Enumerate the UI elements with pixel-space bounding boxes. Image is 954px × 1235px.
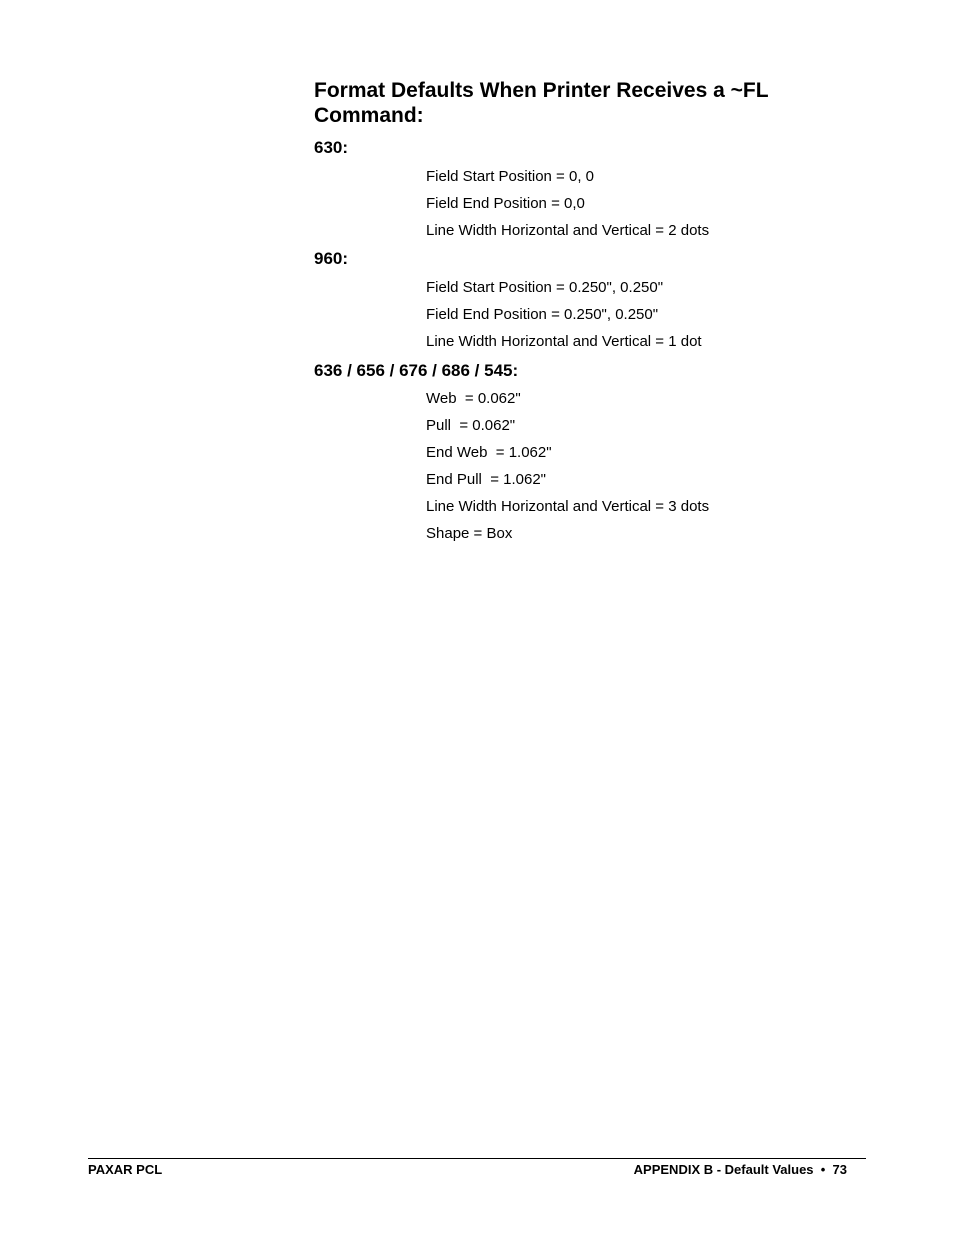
list-item: Shape = Box: [426, 525, 513, 542]
section-heading-630: 630:: [314, 138, 349, 157]
section-heading-960: 960:: [314, 249, 349, 268]
section-models-list: [426, 390, 709, 552]
footer-page-info: APPENDIX B - Default Values • 73: [633, 1162, 847, 1177]
list-item: Line Width Horizontal and Vertical = 2 dots: [426, 222, 710, 239]
section-630-list: [426, 168, 709, 249]
list-item: Web = 0.062": [426, 390, 521, 407]
list-item: Field End Position = 0,0: [426, 195, 585, 212]
list-item: Line Width Horizontal and Vertical = 3 dots: [426, 498, 710, 515]
list-item: End Web = 1.062": [426, 444, 552, 461]
page-title: Format Defaults When Printer Receives a ~FL Command:: [314, 79, 769, 127]
list-item: Field End Position = 0.250", 0.250": [426, 306, 659, 323]
list-item: End Pull = 1.062": [426, 471, 546, 488]
footer-product-name: PAXAR PCL: [88, 1162, 163, 1177]
list-item: Line Width Horizontal and Vertical = 1 dot: [426, 333, 702, 350]
list-item: Field Start Position = 0, 0: [426, 168, 595, 185]
section-heading-models: 636 / 656 / 676 / 686 / 545:: [314, 361, 519, 380]
list-item: Pull = 0.062": [426, 417, 516, 434]
list-item: Field Start Position = 0.250", 0.250": [426, 279, 664, 296]
section-960-list: [426, 279, 702, 360]
footer-divider: [88, 1158, 866, 1159]
